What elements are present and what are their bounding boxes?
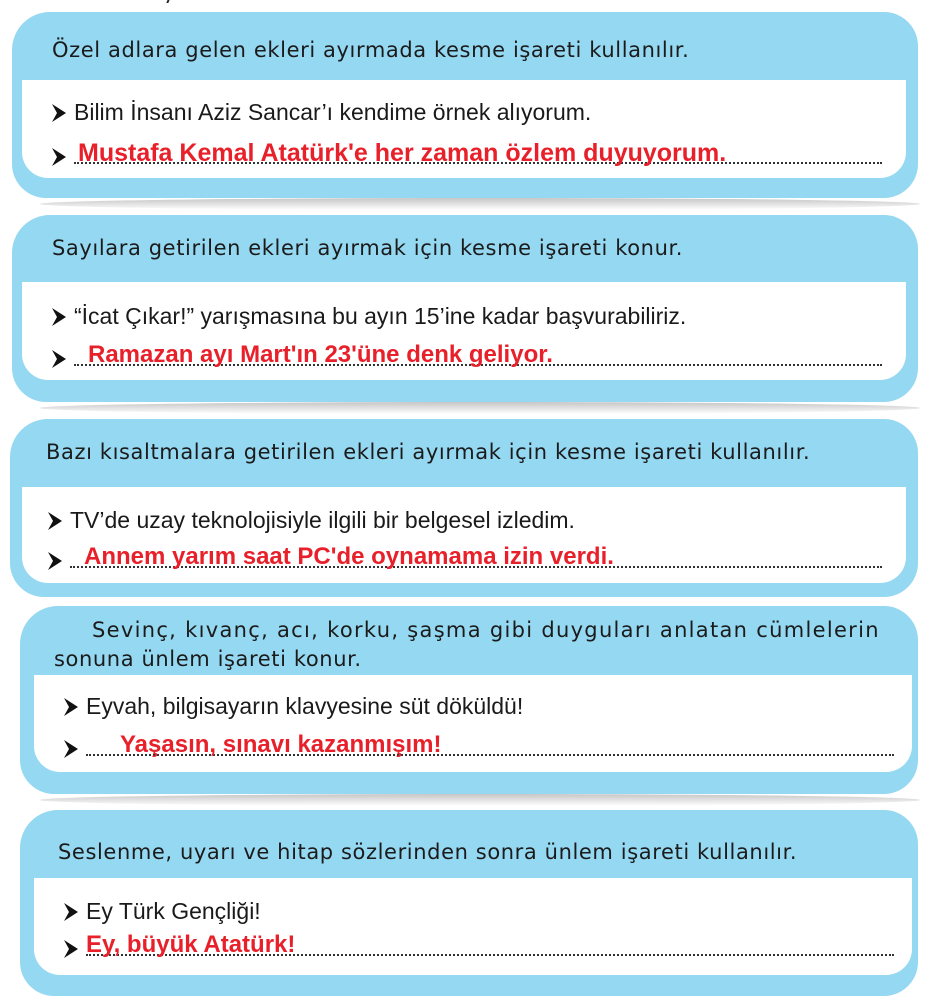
rule-text: Bazı kısaltmalara getirilen ekleri ayırmak için kesme işareti kullanılır. — [46, 440, 811, 464]
answer-text: Annem yarım saat PC'de oynamama izin verdi. — [84, 543, 614, 570]
rule-text-line-2: sonuna ünlem işareti konur. — [54, 647, 362, 671]
answer-text: Ey, büyük Atatürk! — [86, 931, 296, 958]
chevron-right-icon — [48, 552, 62, 570]
example-text: TV’de uzay teknolojisiyle ilgili bir belgesel izledim. — [70, 507, 575, 533]
example-sentence — [48, 506, 575, 534]
answer-line[interactable] — [52, 340, 882, 370]
chevron-right-icon — [64, 698, 78, 716]
answer-line[interactable] — [48, 542, 882, 572]
chevron-right-icon — [64, 903, 78, 921]
chevron-right-icon — [52, 104, 66, 122]
example-sentence — [52, 98, 591, 126]
answer-line[interactable] — [64, 930, 894, 960]
chevron-right-icon — [52, 308, 66, 326]
chevron-right-icon — [64, 940, 78, 958]
answer-line[interactable] — [52, 138, 882, 168]
answer-line[interactable] — [64, 730, 894, 760]
answer-text: Mustafa Kemal Atatürk'e her zaman özlem duyuyorum. — [78, 139, 727, 167]
chevron-right-icon — [48, 512, 62, 530]
chevron-right-icon — [52, 350, 66, 368]
example-text: Ey Türk Gençliği! — [86, 898, 261, 924]
example-sentence — [52, 302, 686, 330]
rule-text: Seslenme, uyarı ve hitap sözlerinden sonra ünlem işareti kullanılır. — [58, 840, 798, 864]
chevron-right-icon — [52, 148, 66, 166]
rule-text: Sayılara getirilen ekleri ayırmak için kesme işareti konur. — [52, 236, 684, 260]
example-sentence — [64, 897, 261, 925]
chevron-right-icon — [64, 740, 78, 758]
example-box — [34, 878, 912, 975]
rule-text: Özel adlara gelen ekleri ayırmada kesme işareti kullanılır. — [52, 38, 690, 62]
example-sentence — [64, 692, 523, 720]
card-shadow — [40, 794, 920, 806]
card-shadow — [40, 198, 920, 210]
example-text: “İcat Çıkar!” yarışmasına bu ayın 15’ine kadar başvurabiliriz. — [74, 303, 687, 329]
example-text: Eyvah, bilgisayarın klavyesine süt döküldü! — [86, 693, 524, 719]
answer-text: Yaşasın, sınavı kazanmışım! — [120, 731, 442, 758]
rule-text-line-1: Sevinç, kıvanç, acı, korku, şaşma gibi duyguları anlatan cümlelerin — [92, 618, 880, 642]
example-text: Bilim İnsanı Aziz Sancar’ı kendime örnek alıyorum. — [74, 99, 592, 125]
cropped-text-fragment — [160, 0, 220, 4]
card-shadow — [40, 402, 920, 414]
answer-text: Ramazan ayı Mart'ın 23'üne denk geliyor. — [88, 341, 553, 368]
